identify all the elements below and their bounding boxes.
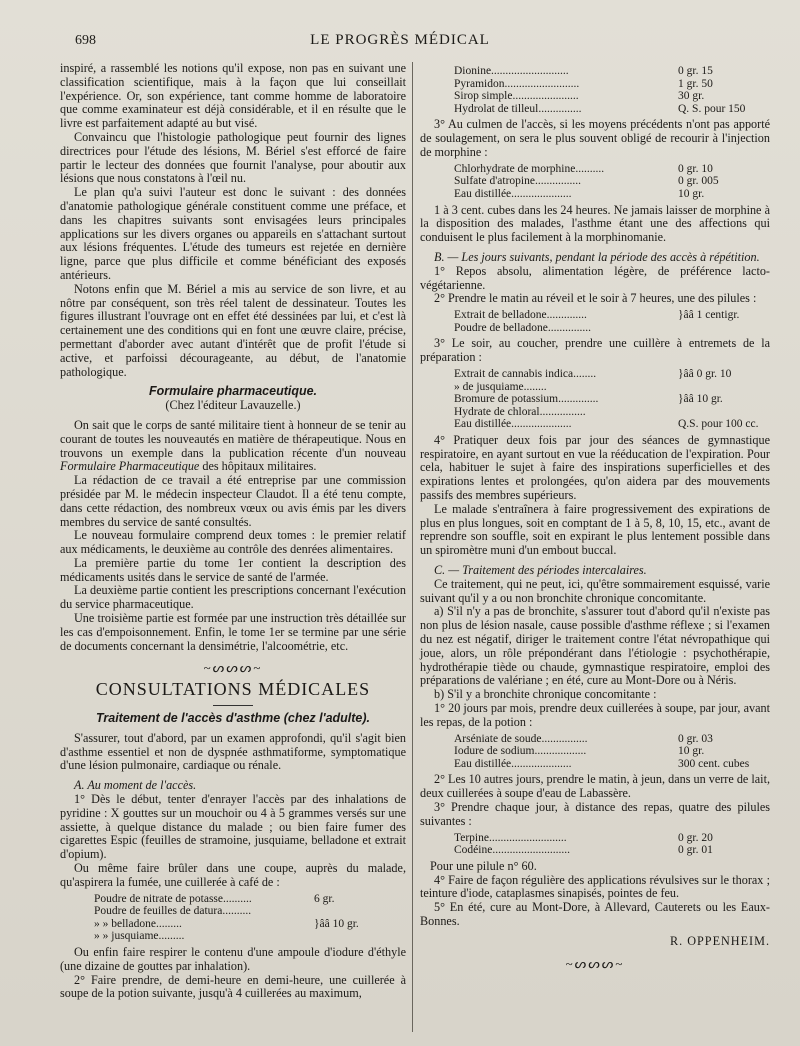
quantity [678,381,770,394]
paragraph: 1 à 3 cent. cubes dans les 24 heures. Ne jamais laisser de morphine à la disposition des malades, l'asthme étant une des affections qui conduisent le plus facilement à la morphinomanie. [420,202,770,245]
ingredient: Chlorhydrate de morphine.......... [454,162,605,175]
page-number: 698 [75,33,96,48]
paragraph: inspiré, a rassemblé les notions qu'il expose, non pas en suivant une classification scientifique, mais à la façon que lui conseillait l'expérience. Or, son expérience, tant comme homme de laboratoire que comme examinateur est déjà considérable, et il en résulte que le livre est parfaitement adapté au but visé. [60,61,406,131]
paragraph: La rédaction de ce travail a été entreprise par une commission présidée par M. le médecin inspecteur Claudot. Il a été tenu compte, dans cette rédaction, des nombreux vœux ou avis émis par les divers membres du service de santé consultés. [60,473,406,529]
paragraph: b) S'il y a bronchite chronique concomitante : [434,687,657,702]
recipe-terpine [454,832,770,857]
recipe-row [454,758,770,771]
journal-title: LE PROGRÈS MÉDICAL [310,32,490,48]
quantity: }ââ 10 gr. [678,393,723,406]
quantity [314,930,406,943]
quantity: 0 gr. 01 [678,844,713,857]
article-title: Traitement de l'accès d'asthme (chez l'adulte). [95,711,371,726]
paragraph: Le plan qu'a suivi l'auteur est donc le suivant : des données d'anatomie pathologique générale constituent comme une préface, et dans les chapitres suivants sont envisagées leurs principales applications sur les divers organes ou appareils en s'attachant surtout aux lésions fréquentes. L'étude des tumeurs est rejetée en dernière ligne, parce que plus difficile et comme bénéficiant des exposés antérieurs. [60,185,406,282]
recipe-row [454,309,770,322]
recipe-row [454,418,770,431]
recipe-row [454,163,770,176]
recipe-row [94,905,406,918]
paragraph: 2° Faire prendre, de demi-heure en demi-heure, une cuillerée à soupe de la potion suivante, jusqu'à 4 cuillerées au maximum, [60,972,406,1001]
ingredient: Terpine........................... [454,831,567,844]
recipe-row [454,733,770,746]
ornament-divider: ~ᔕᔕᔕ~ [203,660,263,676]
paragraph: 4° Pratiquer deux fois par jour des séances de gymnastique respiratoire, en ayant surtout en vue la rééducation de l'expiration. Pour cela, habituer le sujet à faire des inspirations superficielles et des expirations lentes et prolongées, qu'on aidera par des mouvements passifs des membres supérieurs. [420,432,770,503]
recipe-row [454,65,770,78]
paragraph: 1° 20 jours par mois, prendre deux cuillerées à soupe, par jour, avant les repas, de la potion : [420,701,770,729]
ingredient: Dionine........................... [454,65,569,77]
right-column [420,62,770,972]
ingredient: Codéine........................... [454,844,570,857]
ingredient: » de jusquiame........ [454,380,547,393]
author-signature: R. OPPENHEIM. [669,933,770,948]
recipe-row [454,832,770,845]
recipe-row [454,745,770,758]
paragraph: Une troisième partie est formée par une instruction très détaillée sur les cas d'empoisonnement. Enfin, le tome 1er se termine par une série de documents concernant la densimétrie, l'alcoométrie, etc. [60,611,406,653]
recipe-row [454,368,770,381]
paragraph: 3° Au culmen de l'accès, si les moyens précédents n'ont pas apporté de soulagement, on sera le plus souvent obligé de recourir à l'injection de morphine : [420,117,770,159]
section-title-consultations: CONSULTATIONS MÉDICALES [95,679,371,700]
recipe-row [94,893,406,906]
paragraph: 4° Faire de façon régulière des applications révulsives sur le thorax ; teinture d'iode, cataplasmes sinapisés, pointes de feu. [420,872,770,901]
quantity: 0 gr. 005 [678,175,719,188]
ingredient: Eau distillée..................... [454,187,572,200]
quantity: 30 gr. [678,90,705,103]
ingredient: Pyramidon.......................... [454,77,580,90]
paragraph: Ou enfin faire respirer le contenu d'une ampoule d'iodure d'éthyle (une dizaine de gouttes par inhalation). [60,945,406,973]
quantity: 0 gr. 20 [678,831,713,844]
section-heading-a: A. Au moment de l'accès. [74,778,197,793]
quantity: 1 gr. 50 [678,77,713,90]
paragraph: La deuxième partie contient les prescriptions concernant l'exécution du service pharmaceutique. [60,583,406,612]
text: On sait que le corps de santé militaire tient à honneur de se tenir au courant de toutes les nouveautés en matière de thérapeutique. Nous en trouvons un exemple dans la publication récente d'un nouveau [60,417,406,460]
ingredient: Poudre de nitrate de potasse.......... [94,892,252,905]
left-column [60,62,406,1001]
ingredient: Iodure de sodium.................. [454,745,587,758]
recipe-row [454,188,770,201]
ingredient: Sulfate d'atropine................ [454,175,581,188]
quantity [678,322,770,335]
paragraph: a) S'il n'y a pas de bronchite, s'assurer tout d'abord qu'il n'existe pas non plus de lésion nasale, cause possible d'asthme réflexe ; si l'examen du nez est négatif, diriger le traitement contre l'état névropathique qui joue, alors, un rôle prépondérant dans l'étiologie : psychothérapie, hydrothérapie tiède ou chaude, gymnastique respiratoire, emploi des préparations de valériane ; en été, cure au Mont-Dore ou à Néris. [420,604,770,688]
quantity: 300 cent. cubes [678,757,750,770]
ingredient: » » jusquiame......... [94,930,185,943]
short-rule [213,705,253,706]
paragraph: 1° Repos absolu, alimentation légère, de préférence lacto-végétarienne. [420,263,770,292]
ingredient: » » belladone......... [94,917,182,930]
paragraph: Le malade s'entraînera à faire progressivement des expirations de plus en plus longues, soit en comptant de 1 à 5, 8, 10, 15, etc., avant de reprendre son souffle, soit en expirant le plus lentement possible dans un spiromètre muni d'un embout buccal. [420,501,770,558]
paragraph: Pour une pilule n° 60. [430,858,537,873]
recipe-row [94,918,406,931]
recipe-row [454,393,770,406]
ingredient: Bromure de potassium.............. [454,393,599,406]
quantity: }ââ 0 gr. 10 [678,367,732,380]
recipe-fumigation [94,893,406,943]
recipe-pilules [454,309,770,334]
ingredient: Eau distillée..................... [454,418,572,431]
quantity: 10 gr. [678,187,705,200]
ingredient: Extrait de belladone.............. [454,309,587,322]
recipe-row [454,175,770,188]
quantity: 0 gr. 03 [678,732,713,745]
recipe-arsenic [454,733,770,771]
ingredient: Hydrate de chloral................ [454,405,586,418]
ingredient: Poudre de feuilles de datura.......... [94,905,252,918]
quantity [314,905,406,918]
paragraph: Ou même faire brûler dans une coupe, auprès du malade, qu'aspirera la fumée, une cuillerée à café de : [60,861,406,889]
ingredient: Eau distillée..................... [454,757,572,770]
paragraph [60,419,406,474]
column-divider [412,62,413,1032]
text: des hôpitaux militaires. [199,459,317,474]
paragraph: 3° Prendre chaque jour, à distance des repas, quatre des pilules suivantes : [420,799,770,828]
ingredient: Hydrolat de tilleul............... [454,102,582,115]
paragraph: Le nouveau formulaire comprend deux tomes : le premier relatif aux médicaments, le deuxième au contrôle des denrées alimentaires. [60,528,406,557]
quantity: 0 gr. 10 [678,162,713,175]
recipe-morphine [454,163,770,201]
paragraph: La première partie du tome 1er contient la description des médicaments usités dans le service de santé de l'armée. [60,555,406,584]
section-heading-b: B. — Les jours suivants, pendant la période des accès à répétition. [434,249,760,264]
ingredient: Poudre de belladone............... [454,321,592,334]
ingredient: Sirop simple....................... [454,90,579,103]
quantity: Q.S. pour 100 cc. [678,418,759,431]
paragraph: Ce traitement, qui ne peut, ici, qu'être sommairement esquissé, varie suivant qu'il y a ou non bronchite chronique concomitante. [420,576,770,605]
publisher-note: (Chez l'éditeur Lavauzelle.) [165,398,301,413]
paragraph: 5° En été, cure au Mont-Dore, à Allevard, Cauterets ou les Eaux-Bonnes. [420,900,770,928]
quantity: 6 gr. [314,892,335,905]
paragraph: Convaincu que l'histologie pathologique peut fournir des lignes directrices pour l'étude des lésions, M. Bériel s'est efforcé de faire partir le lecteur des données que fournit l'analyse, pour aboutir aux lésions que nous constatons à l'œil nu. [60,129,406,186]
recipe-row [454,103,770,116]
recipe-potion [454,65,770,115]
paragraph: 2° Prendre le matin au réveil et le soir à 7 heures, une des pilules : [434,291,757,306]
recipe-row [454,381,770,394]
quantity: }ââ 10 gr. [314,917,359,930]
quantity: 10 gr. [678,745,705,758]
ingredient: Arséniate de soude................ [454,732,588,745]
paragraph: S'assurer, tout d'abord, par un examen approfondi, qu'il s'agit bien d'asthme essentiel et non de dyspnée asthmatiforme, symptomatique d'une lésion pulmonaire, cardiaque ou rénale. [60,730,406,773]
quantity: 0 gr. 15 [678,65,713,77]
paragraph: 3° Le soir, au coucher, prendre une cuillère à entremets de la préparation : [420,336,770,365]
quantity [678,406,770,419]
recipe-row [454,844,770,857]
book-title: Formulaire Pharmaceutique [60,459,200,474]
paragraph: 1° Dès le début, tenter d'enrayer l'accès par des inhalations de pyridine : X gouttes sur un mouchoir ou 4 à 5 grammes versés sur une assiette, à quelque distance du malade ; ou bien faire fumer des cigarettes Espic (feuilles de stramoine, jusquiame, belladone et extrait d'opium). [60,792,406,862]
ornament-divider: ~ᔕᔕᔕ~ [565,955,625,971]
section-title-formulaire: Formulaire pharmaceutique. [148,384,318,399]
section-heading-c: C. — Traitement des périodes intercalaires. [434,563,647,578]
ingredient: Extrait de cannabis indica........ [454,367,597,380]
recipe-row [94,930,406,943]
recipe-row [454,78,770,91]
recipe-preparation [454,368,770,431]
recipe-row [454,322,770,335]
recipe-row [454,406,770,419]
page-header [0,0,800,56]
paragraph: 2° Les 10 autres jours, prendre le matin, à jeun, dans un verre de lait, deux cuillerées à soupe d'eau de Labassère. [420,772,770,801]
quantity: }ââ 1 centigr. [678,309,740,322]
quantity: Q. S. pour 150 [678,102,746,115]
paragraph: Notons enfin que M. Bériel a mis au service de son livre, et au nôtre par conséquent, son très réel talent de dessinateur. Toutes les figures illustrant l'ouvrage ont en effet été dessinées par lui, et c'est là certainement une des conditions qui en font une œuvre claire, précise, permettant d'aborder avec autant d'intérêt que de profit l'étude si active, et parfoissi décourageante, au début, de l'anatomie pathologique. [60,281,406,379]
recipe-row [454,90,770,103]
